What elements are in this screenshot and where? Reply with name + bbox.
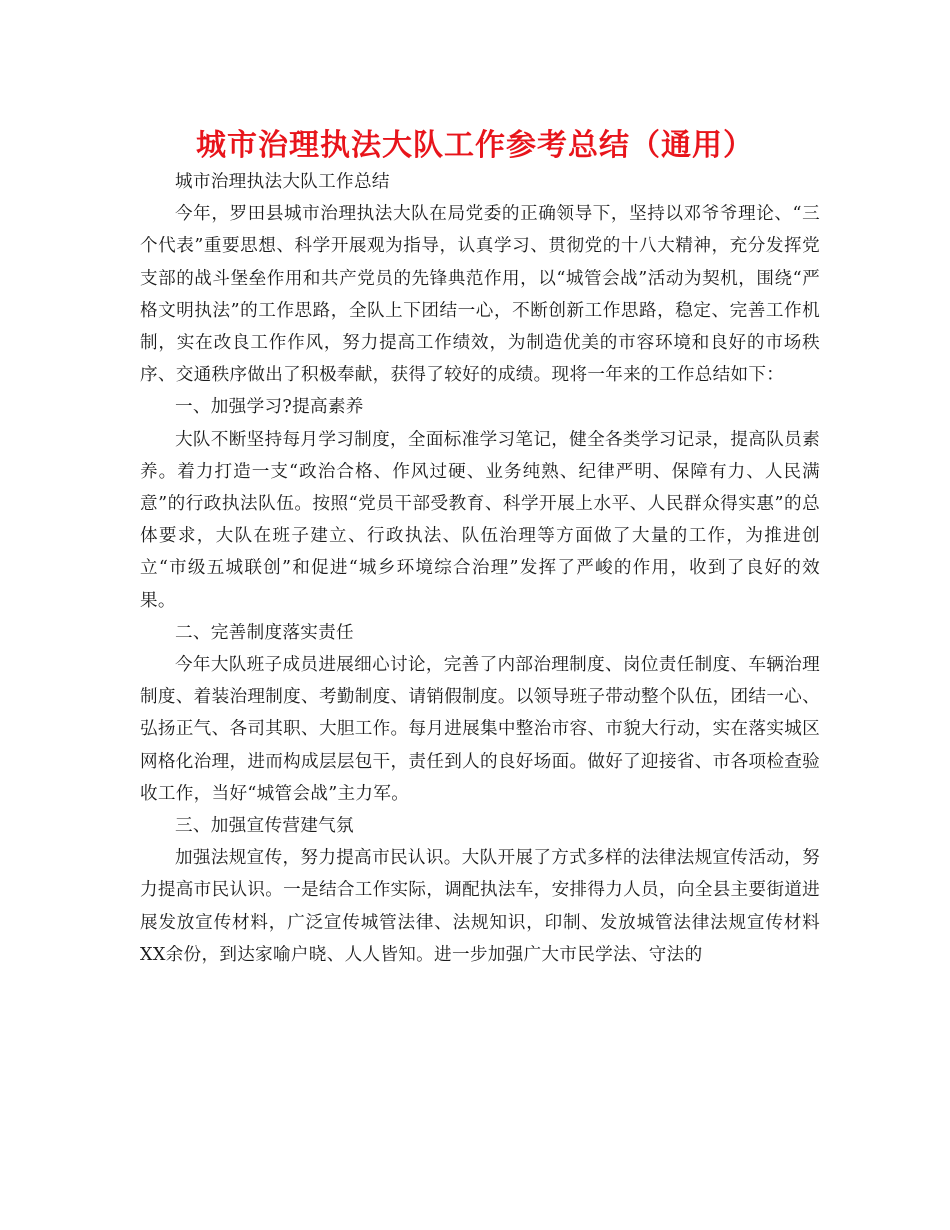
section-heading-2: 二、完善制度落实责任 xyxy=(175,622,354,643)
document-subtitle: 城市治理执法大队工作总结 xyxy=(175,172,390,192)
paragraph-intro: 今年，罗田县城市治理执法大队在局党委的正确领导下，坚持以邓爷爷理论、“三个代表”重要思想、科学开展观为指导，认真学习、贯彻党的十八大精神，充分发挥党支部的战斗堡垒作用和共产党员的先锋典范作用，以“城管会战”活动为契机，围绕“严格文明执法”的工作思路，全队上下团结一心，不断创新工作思路，稳定、完善工作机制，实在改良工作作风，努力提高工作绩效，为制造优美的市容环境和良好的市场秩序、交通秩序做出了积极奉献，获得了较好的成绩。现将一年来的工作总结如下： xyxy=(140,204,820,386)
paragraph-section-3: 加强法规宣传，努力提高市民认识。大队开展了方式多样的法律法规宣传活动，努力提高市民认识。一是结合工作实际，调配执法车，安排得力人员，向全县主要街道进展发放宣传材料，广泛宣传城管法律、法规知识，印制、发放城管法律法规宣传材料XX余份，到达家喻户晓、人人皆知。进一步加强广大市民学法、守法的 xyxy=(140,848,820,965)
section-heading-1: 一、加强学习?提高素养 xyxy=(175,397,364,418)
paragraph-section-1: 大队不断坚持每月学习制度，全面标准学习笔记，健全各类学习记录，提高队员素养。着力打造一支“政治合格、作风过硬、业务纯熟、纪律严明、保障有力、人民满意”的行政执法队伍。按照“党员干部受教育、科学开展上水平、人民群众得实惠”的总体要求，大队在班子建立、行政执法、队伍治理等方面做了大量的工作，为推进创立“市级五城联创”和促进“城乡环境综合治理”发挥了严峻的作用，收到了良好的效果。 xyxy=(140,429,820,611)
section-heading-3: 三、加强宣传营建气氛 xyxy=(175,816,354,837)
document-title: 城市治理执法大队工作参考总结（通用） xyxy=(196,128,754,163)
paragraph-section-2: 今年大队班子成员进展细心讨论，完善了内部治理制度、岗位责任制度、车辆治理制度、着装治理制度、考勤制度、请销假制度。以领导班子带动整个队伍，团结一心、弘扬正气、各司其职、大胆工作。每月进展集中整治市容、市貌大行动，实在落实城区网格化治理，进而构成层层包干，责任到人的良好场面。做好了迎接省、市各项检查验收工作，当好“城管会战”主力军。 xyxy=(140,655,820,804)
document-body xyxy=(140,166,820,971)
